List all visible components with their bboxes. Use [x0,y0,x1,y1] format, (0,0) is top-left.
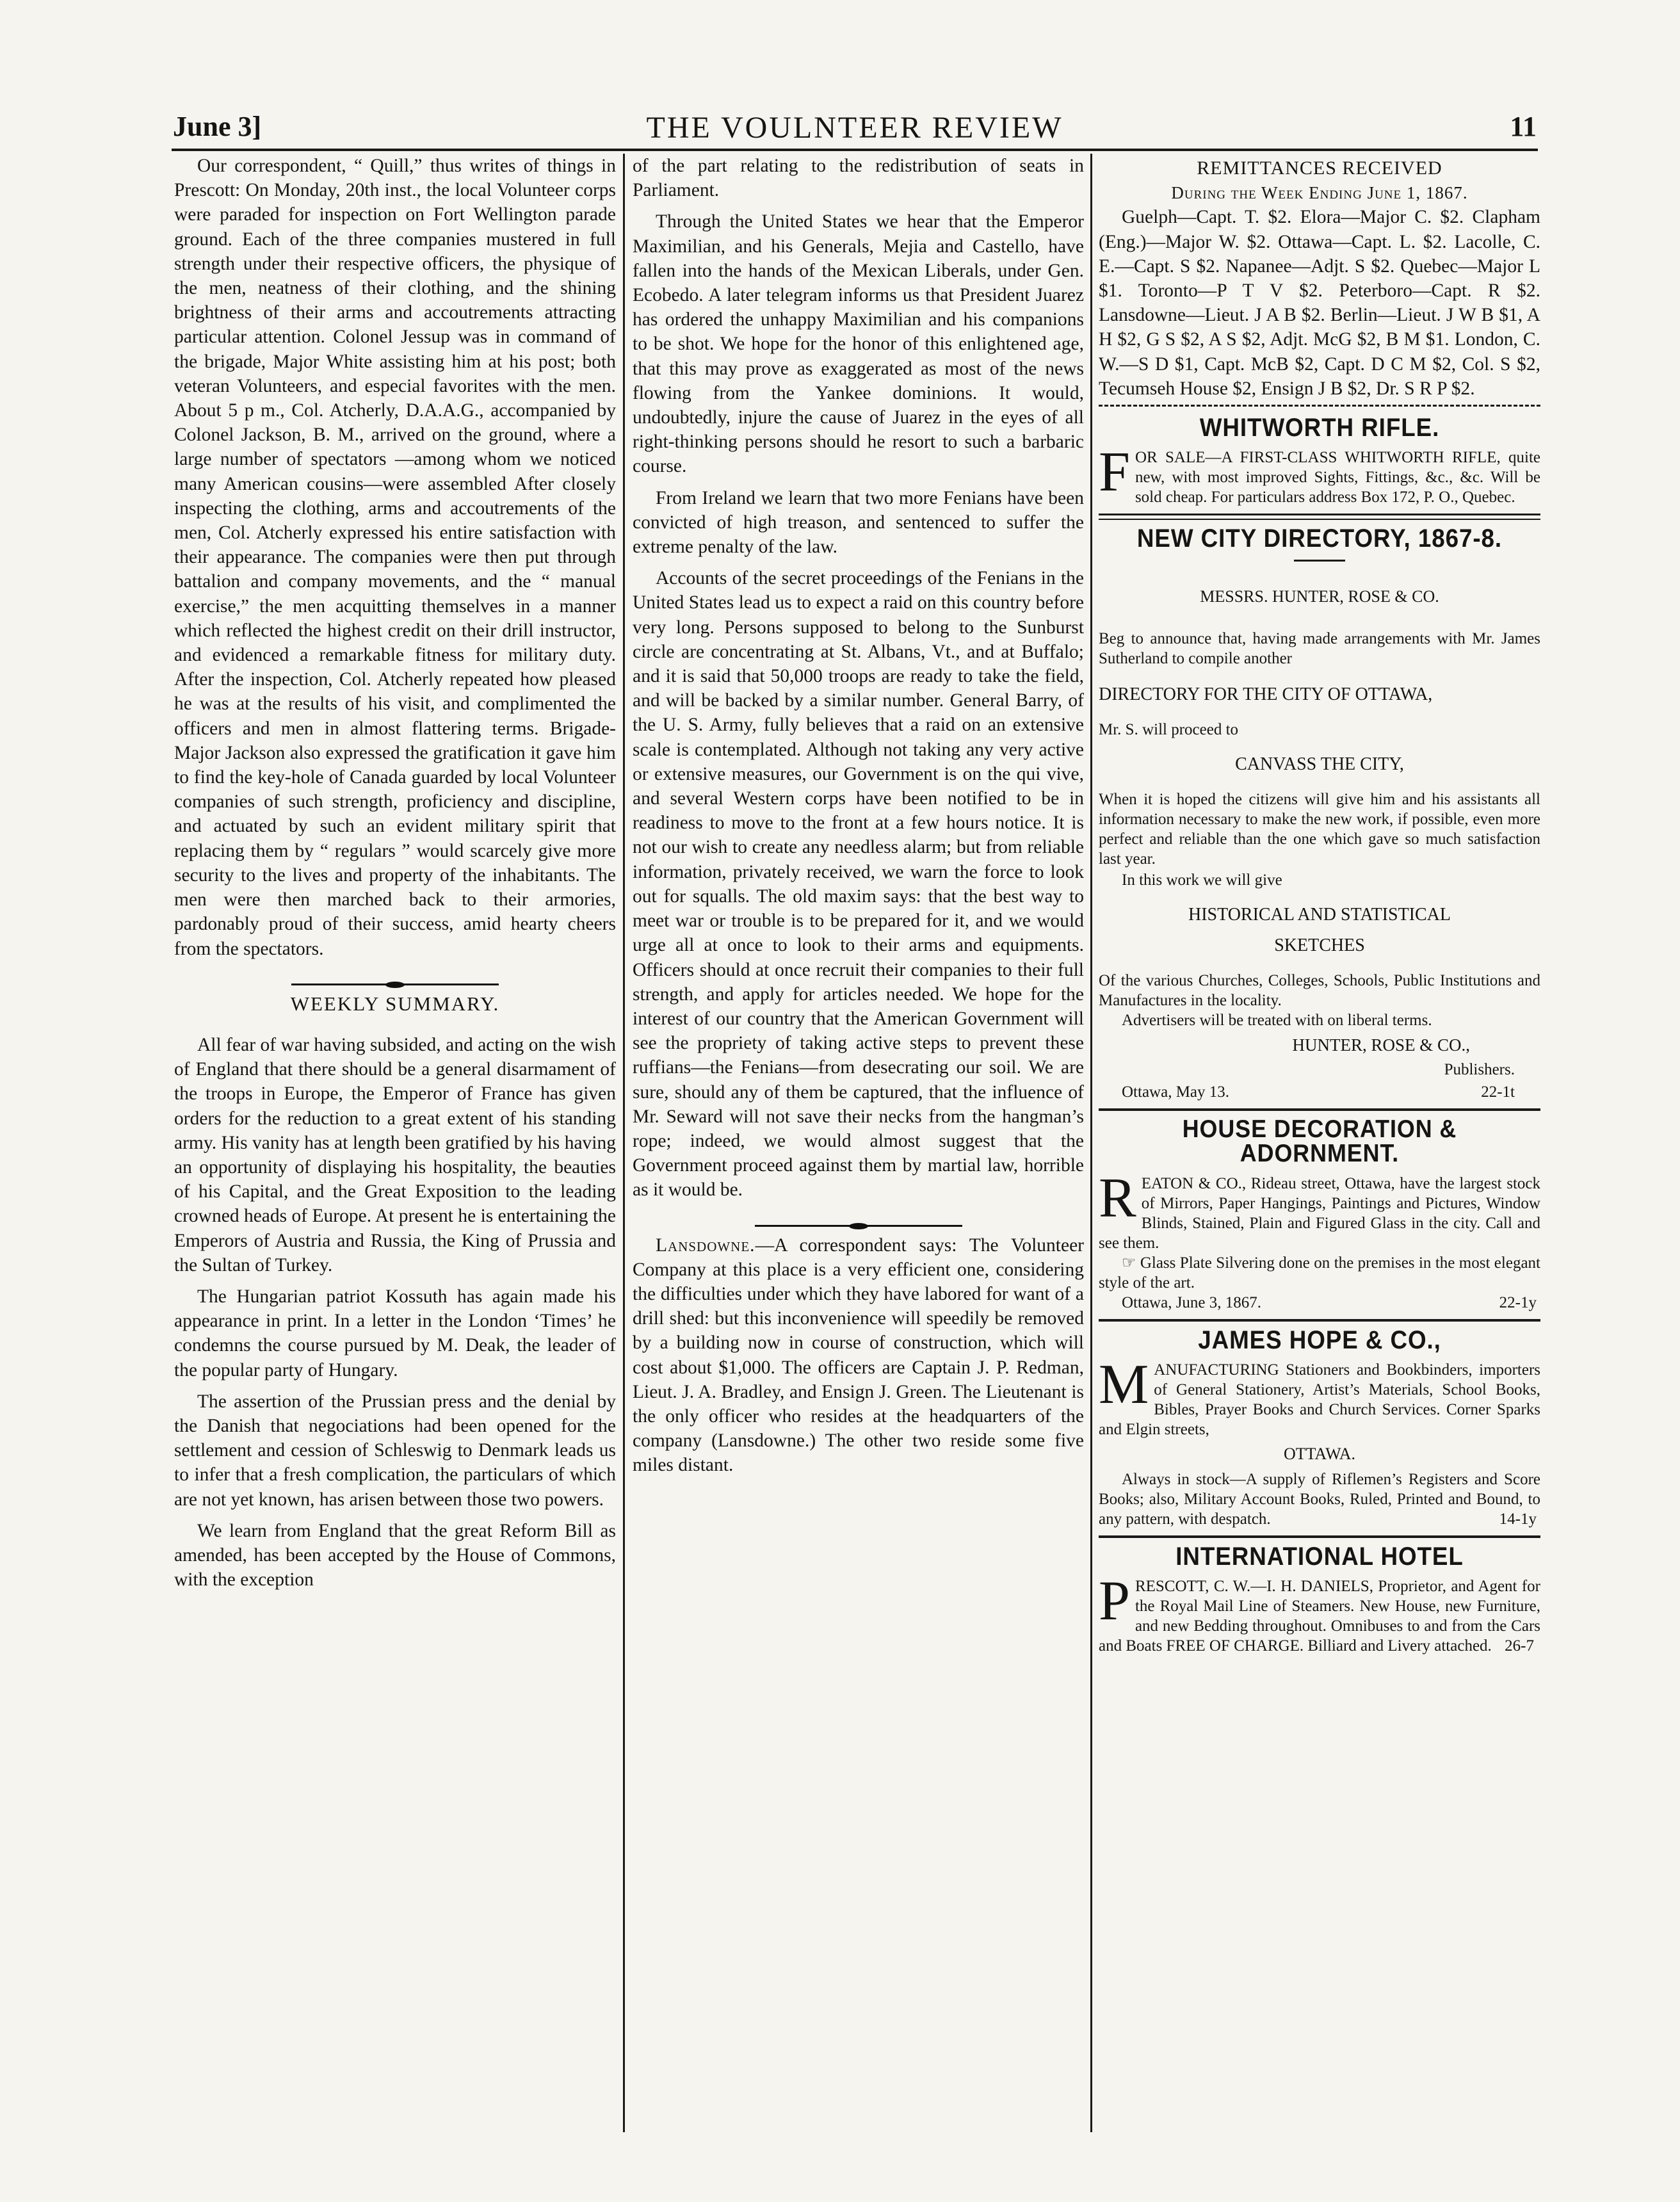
directory-text: Beg to announce that, having made arrangements with Mr. James Sutherland to compile another [1099,629,1540,667]
section-rule [1099,1108,1540,1111]
prescott-article: Our correspondent, “ Quill,” thus writes of things in Prescott: On Monday, 20th inst., the local Volunteer corps were paraded for inspection on Fort Wellington parade ground. Each of the three companies mustered in full strength under their respective officers, the physique of the men, neatness of their clothing, and the shining brightness of their arms and accoutrements attracting particular attention. Colonel Jessup was in command of the brigade, Major White assisting him at his post; both veteran Volunteers, and especial favorites with the men. About 5 p m., Col. Atcherly, D.A.A.G., accompanied by Colonel Jackson, B. M., arrived on the ground, where a large number of spectators —among whom we noticed many American cousins—were assembled After closely inspecting the clothing, arms and accoutrements of the men, Col. Atcherly expressed his entire satisfaction with their appearance. The companies were then put through battalion and company movements, and the “ manual exercise,” the men acquitting themselves in a manner which reflected the highest credit on their drill instructor, and evidenced a remarkable fitness for military duty. After the inspection, Col. Atcherly repeated how pleased he was at the results of his visit, and complimented the officers and men in almost flattering terms. Brigade-Major Jackson also expressed the gratification it gave him to find the key-hole of Canada guarded by local Volunteer companies of such strength, proficiency and discipline, and actuated by such an evident military spirit that replacing them by “ regulars ” would scarcely give more security to the lives and property of the inhabitants. The men were then marched back to their armories, pardonably proud of their success, amid hearty cheers from the spectators. [174,156,616,959]
summary-paragraph: The Hungarian patriot Kossuth has again made his appearance in print. In a letter in the London ‘Times’ he condemns the course pursued by M. Deak, the leader of the popular party of Hungary. [174,1286,616,1380]
section-rule [1099,514,1540,520]
directory-text: In this work we will give [1122,871,1282,889]
lansdowne-text: —A correspondent says: The Volunteer Company at this place is a very efficient one, considering the difficulties under which they have labored for want of a drill shed: but this inconvenience will speedily be removed by a building now in course of construction, which will cost about $1,000. The officers are Captain J. P. Redman, Lieut. J. A. Bradley, and Ensign J. Green. The Lieutenant is the only officer who resides at the headquarters of the company (Lansdowne.) The other two reside some five miles distant. [633,1235,1084,1476]
house-decoration-ad [1099,1167,1540,1253]
directory-title: NEW CITY DIRECTORY, 1867-8. [1136,524,1503,553]
glass-silvering-note: ☞ Glass Plate Silvering done on the premises in the most elegant style of the art. [1099,1254,1540,1292]
article-paragraph: From Ireland we learn that two more Fenians have been convicted of high treason, and sentenced to suffer the extreme penalty of the law. [633,487,1084,558]
house-decoration-title: HOUSE DECORATION & ADORNMENT. [1182,1115,1457,1168]
drop-cap: P [1099,1569,1130,1632]
page-header [173,110,1537,152]
james-hope-code: 14-1y [1499,1510,1537,1528]
directory-firm: MESSRS. HUNTER, ROSE & CO. [1200,587,1439,606]
international-hotel-ad [1099,1569,1540,1656]
directory-publishers: Publishers. [1444,1060,1515,1078]
house-code: 22-1y [1499,1294,1537,1312]
header-rule [172,149,1538,151]
ornament-divider [633,1213,1084,1222]
international-hotel-title: INTERNATIONAL HOTEL [1175,1542,1464,1571]
page-number: 11 [1510,111,1537,142]
article-paragraph: Accounts of the secret proceedings of the Fenians in the United States lead us to expect a raid on this country before very long. Persons supposed to belong to the Sunburst circle are concentrating at St. Albans, Vt., and at Buffalo; and it is said that 50,000 troops are ready to take the field, and will be backed by a similar number. General Barry, of the U. S. Army, fully believes that a raid on an extensive scale is contemplated. Although not taking any very active or extensive measures, our Government is on the qui vive, and several Western corps have been notified to be in readiness to move to the front at a few hours notice. It is not our wish to create any needless alarm; but from reliable information, privately received, we warn the force to look out for squalls. The old maxim says: that the best way to meet war or trouble is to be prepared for it, and we would urge all at once to look to their arms and equipments. Officers should at once recruit their companies to their full strength, and apply for articles needed. We hope for the interest of our country that the American Government will see the propriety of taking active steps to prevent these ruffians—the Fenians—from desecrating our soil. We are sure, should any of them be captured, that the influence of Mr. Seward will not save their necks from the hangman’s rope; indeed, we would almost suggest that the Government proceed against them by martial law, horrible as it would be. [633,568,1084,1201]
directory-date: Ottawa, May 13. [1122,1083,1230,1101]
james-hope-city: OTTAWA. [1283,1445,1356,1464]
lansdowne-lead: Lansdowne. [656,1235,755,1256]
house-footer [1099,1293,1540,1313]
ornament-divider [174,971,616,980]
column-rule-2 [1090,154,1092,2132]
whitworth-ad [1099,441,1540,507]
column-rule-1 [623,154,625,2132]
house-decoration-text: EATON & CO., Rideau street, Ottawa, have the largest stock of Mirrors, Paper Hangings, Paintings and Pictures, Window Blinds, Stained, Plain and Figured Glass in the city. Call and see them. [1099,1175,1540,1252]
james-hope-text: ANUFACTURING Stationers and Bookbinders, importers of General Stationery, Artist’s Materials, School Books, Bibles, Prayer Books and Church Services. Corner Sparks and Elgin streets, [1099,1361,1540,1439]
column-1 [174,154,616,1599]
lansdowne-article [633,1233,1084,1478]
directory-footer [1099,1082,1540,1102]
summary-paragraph: We learn from England that the great Reform Bill as amended, has been accepted by the House of Commons, with the exception [174,1520,616,1591]
summary-paragraph: All fear of war having subsided, and acting on the wish of England that there should be a general disarmament of the troops in Europe, the Emperor of France has given orders for the reduction to a great extent of his standing army. His vanity has at length been gratified by his having an opportunity of displaying his hospitality, the beauties of his Capital, and the Great Exposition to the leading crowned heads of Europe. At present he is entertaining the Emperors of Austria and Russia, the King of Prussia and the Sultan of Turkey. [174,1034,616,1275]
international-hotel-code: 26-7 [1505,1637,1534,1655]
james-hope-ad [1099,1354,1540,1439]
article-paragraph: of the part relating to the redistribution of seats in Parliament. [633,156,1084,201]
header-date: June 3] [173,111,262,142]
house-date: Ottawa, June 3, 1867. [1122,1294,1262,1312]
remittances-subtitle: During the Week Ending June 1, 1867. [1171,183,1468,203]
drop-cap: R [1099,1167,1136,1230]
column-2 [633,154,1084,1485]
remittances-title: REMITTANCES RECEIVED [1197,158,1442,179]
short-rule [1294,560,1345,562]
directory-code: 22-1t [1481,1083,1515,1101]
remittances-list: Guelph—Capt. T. $2. Elora—Major C. $2. Clapham (Eng.)—Major W. $2. Ottawa—Capt. L. $2. Lacolle, C. E.—Capt. S $2. Napanee—Adjt. S $2. Quebec—Major L $1. Toronto—P T V $2. Peterboro—Capt. R $2. Lansdowne—Lieut. J A B $2. Berlin—Lieut. J W B $1, A H $2, G S $2, A S $2, Adjt. McG $2, B M $1. London, C. W.—S D $1, Capt. McB $2, Capt. D C M $2, Col. S $2, Tecumseh House $2, Ensign J B $2, Dr. S R P $2. [1099,207,1540,399]
directory-caps: CANVASS THE CITY, [1235,754,1404,774]
directory-caps: HISTORICAL AND STATISTICAL [1188,905,1451,925]
drop-cap: M [1099,1354,1149,1416]
summary-paragraph: The assertion of the Prussian press and the denial by the Danish that negociations had been opened for the settlement and cession of Schleswig to Denmark leads us to infer that a fresh complication, the particulars of which are not yet known, has arisen between those two powers. [174,1391,616,1510]
directory-signature: HUNTER, ROSE & CO., [1292,1035,1470,1055]
section-rule [1099,1535,1540,1538]
drop-cap: F [1099,441,1130,504]
directory-caps: DIRECTORY FOR THE CITY OF OTTAWA, [1099,684,1433,704]
whitworth-title: WHITWORTH RIFLE. [1199,414,1440,442]
section-rule [1099,405,1540,407]
masthead-title: THE VOULNTEER REVIEW [646,111,1063,145]
directory-text: Advertisers will be treated with on liberal terms. [1122,1012,1432,1030]
james-hope-stock: Always in stock—A supply of Riflemen’s Registers and Score Books; also, Military Account Books, Ruled, Printed and Bound, to any pattern, with despatch. [1099,1470,1540,1528]
directory-caps: SKETCHES [1274,935,1365,956]
whitworth-text: OR SALE—A FIRST-CLASS WHITWORTH RIFLE, quite new, with most improved Sights, Fittings, &c., &c. Will be sold cheap. For particulars address Box 172, P. O., Quebec. [1135,449,1540,506]
directory-text: When it is hoped the citizens will give him and his assistants all information necessary to make the new work, if possible, even more perfect and reliable than the one which gave so much satisfaction last year. [1099,791,1540,868]
section-rule [1099,1319,1540,1322]
column-3 [1099,154,1540,1656]
international-hotel-text: RESCOTT, C. W.—I. H. DANIELS, Proprietor, and Agent for the Royal Mail Line of Steamers. New House, new Furniture, and new Bedding throughout. Omnibuses to and from the Cars and Boats FREE OF CHARGE. Billiard and Livery attached. [1099,1577,1540,1655]
directory-text: Of the various Churches, Colleges, Schools, Public Institutions and Manufactures in the locality. [1099,972,1540,1010]
article-paragraph: Through the United States we hear that the Emperor Maximilian, and his Generals, Mejia and Castello, have fallen into the hands of the Mexican Liberals, under Gen. Ecobedo. A later telegram informs us that President Juarez has ordered the unhappy Maximilian and his companions to be shot. We hope for the honor of this enlightened age, that this may prove as exaggerated as most of the news flowing from the Yankee dominions. It would, undoubtedly, injure the cause of Juarez in the eyes of all right-thinking persons should he resort to such a barbaric course. [633,211,1084,477]
weekly-summary-heading: WEEKLY SUMMARY. [290,992,500,1015]
directory-text: Mr. S. will proceed to [1099,720,1239,738]
james-hope-title: JAMES HOPE & CO., [1198,1326,1441,1355]
